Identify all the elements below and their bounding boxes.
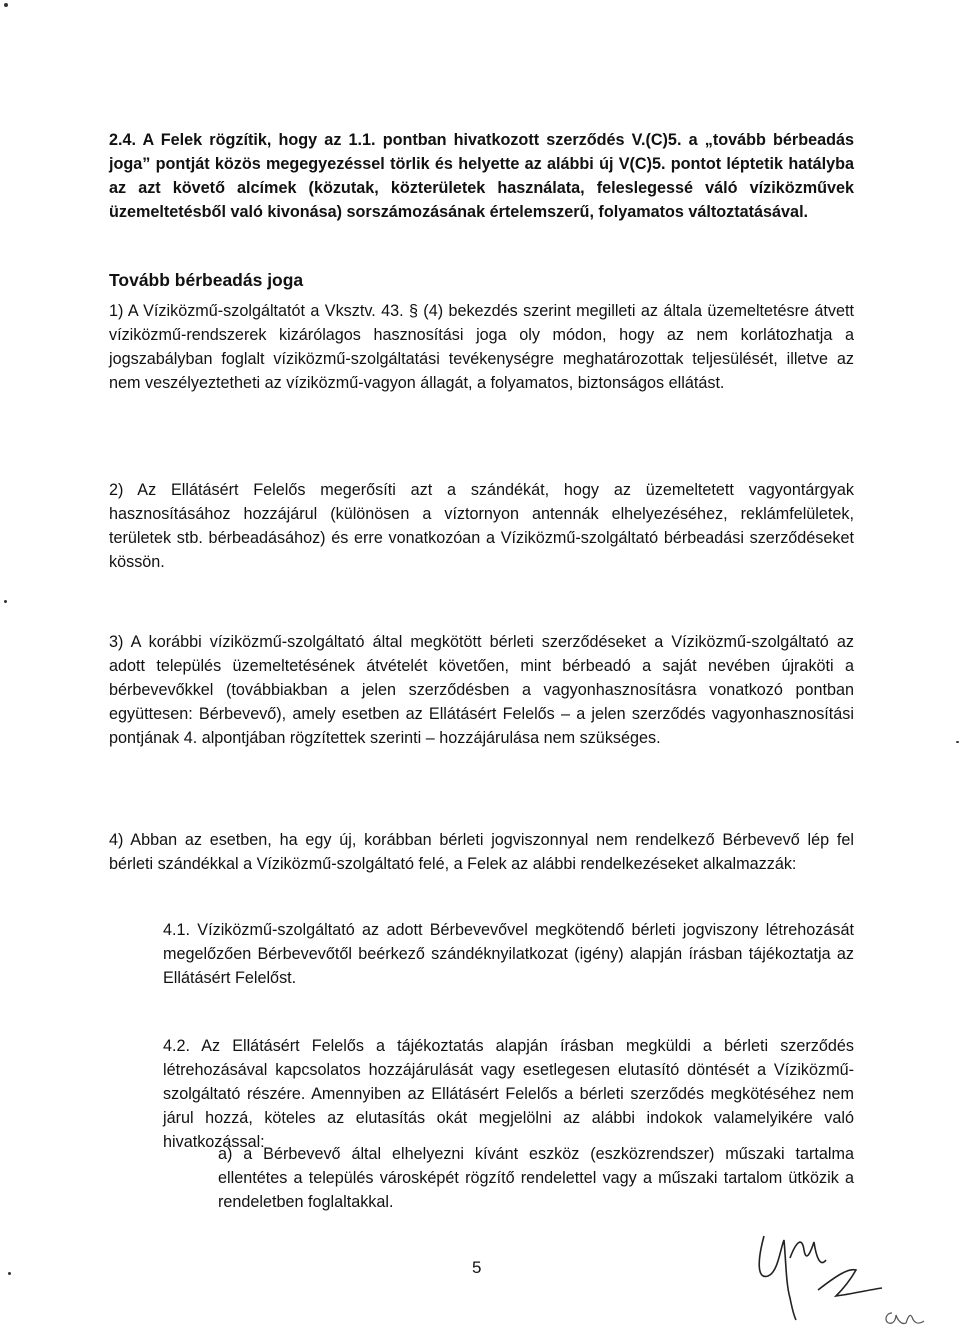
section-heading: Tovább bérbeadás joga [109,270,304,290]
paragraph-3: 3) A korábbi víziközmű-szolgáltató által megkötött bérleti szerződéseket a Víziközmű-szolgáltató az adott település üzemeltetésének átvételét követően, mint bérbeadó a saját nevében újraköti a bérbevevőkkel (továbbiakban a jelen szerződésben a vagyonhasznosításra vonatkozó pontban együttesen: Bérbevevő), amely esetben az Ellátásért Felelős – a jelen szerződés vagyonhasznosítási pontjának 4. alpontjában rögzítettek szerinti – hozzájárulása nem szükséges. [109,633,854,747]
paragraph-4-1: 4.1. Víziközmű-szolgáltató az adott Bérbevevővel megkötendő bérleti jogviszony létrehozását megelőzően Bérbevevőtől beérkező szándéknyilatkozat (igény) alapján írásban tájékoztatja az Ellátásért Felelőst. [163,921,854,987]
scan-speck [4,3,8,7]
scan-speck [4,600,7,603]
paragraph-1: 1) A Víziközmű-szolgáltatót a Vksztv. 43. § (4) bekezdés szerint megilleti az általa üzemeltetésre átvett víziközmű-rendszerek kizárólagos hasznosítási joga oly módon, hogy az nem korlátozhatja a jogszabályban foglalt víziközmű-szolgáltatási tevékenységre meghatározottak teljesülését, illetve az nem veszélyeztetheti az víziközmű-vagyon állagát, a folyamatos, biztonságos ellátást. [109,302,854,392]
page-number: 5 [472,1258,482,1277]
paragraph-2: 2) Az Ellátásért Felelős megerősíti azt a szándékát, hogy az üzemeltetett vagyontárgyak hasznosításához hozzájárul (különösen a víztornyon antennák elhelyezéséhez, reklámfelületek, területek stb. bérbeadásához) és erre vonatkozóan a Víziközmű-szolgáltató bérbeadási szerződéseket kössön. [109,481,854,571]
paragraph-4-2: 4.2. Az Ellátásért Felelős a tájékoztatás alapján írásban megküldi a bérleti szerződés létrehozásával kapcsolatos hozzájárulását vagy esetlegesen elutasító döntését a Víziközmű-szolgáltató részére. Amennyiben az Ellátásért Felelős a bérleti szerződés megkötéséhez nem járul hozzá, köteles az elutasítás okát megjelölni az alábbi indokok valamelyikére való hivatkozással: [163,1037,854,1151]
scan-speck [956,741,959,743]
handwritten-initials [880,1303,928,1331]
paragraph-4: 4) Abban az esetben, ha egy új, korábban bérleti jogviszonnyal nem rendelkező Bérbevevő lép fel bérleti szándékkal a Víziközmű-szolgáltató felé, a Felek az alábbi rendelkezéseket alkalmazzák: [109,831,854,873]
scan-speck [8,1272,11,1275]
handwritten-signature [740,1228,890,1323]
paragraph-4-2-a: a) a Bérbevevő által elhelyezni kívánt eszköz (eszközrendszer) műszaki tartalma ellentétes a település városképét rögzítő rendelettel vagy a műszaki tartalom ütközik a rendeletben foglaltakkal. [218,1145,854,1211]
intro-paragraph: 2.4. A Felek rögzítik, hogy az 1.1. pontban hivatkozott szerződés V.(C)5. a „tovább bérbeadás joga” pontját közös megegyezéssel törlik és helyette az alábbi új V(C)5. pontot léptetik hatályba az azt követő alcímek (közutak, közterületek használata, feleslegessé váló víziközművek üzemeltetésből való kivonása) sorszámozásának értelemszerű, folyamatos változtatásával. [109,131,854,221]
